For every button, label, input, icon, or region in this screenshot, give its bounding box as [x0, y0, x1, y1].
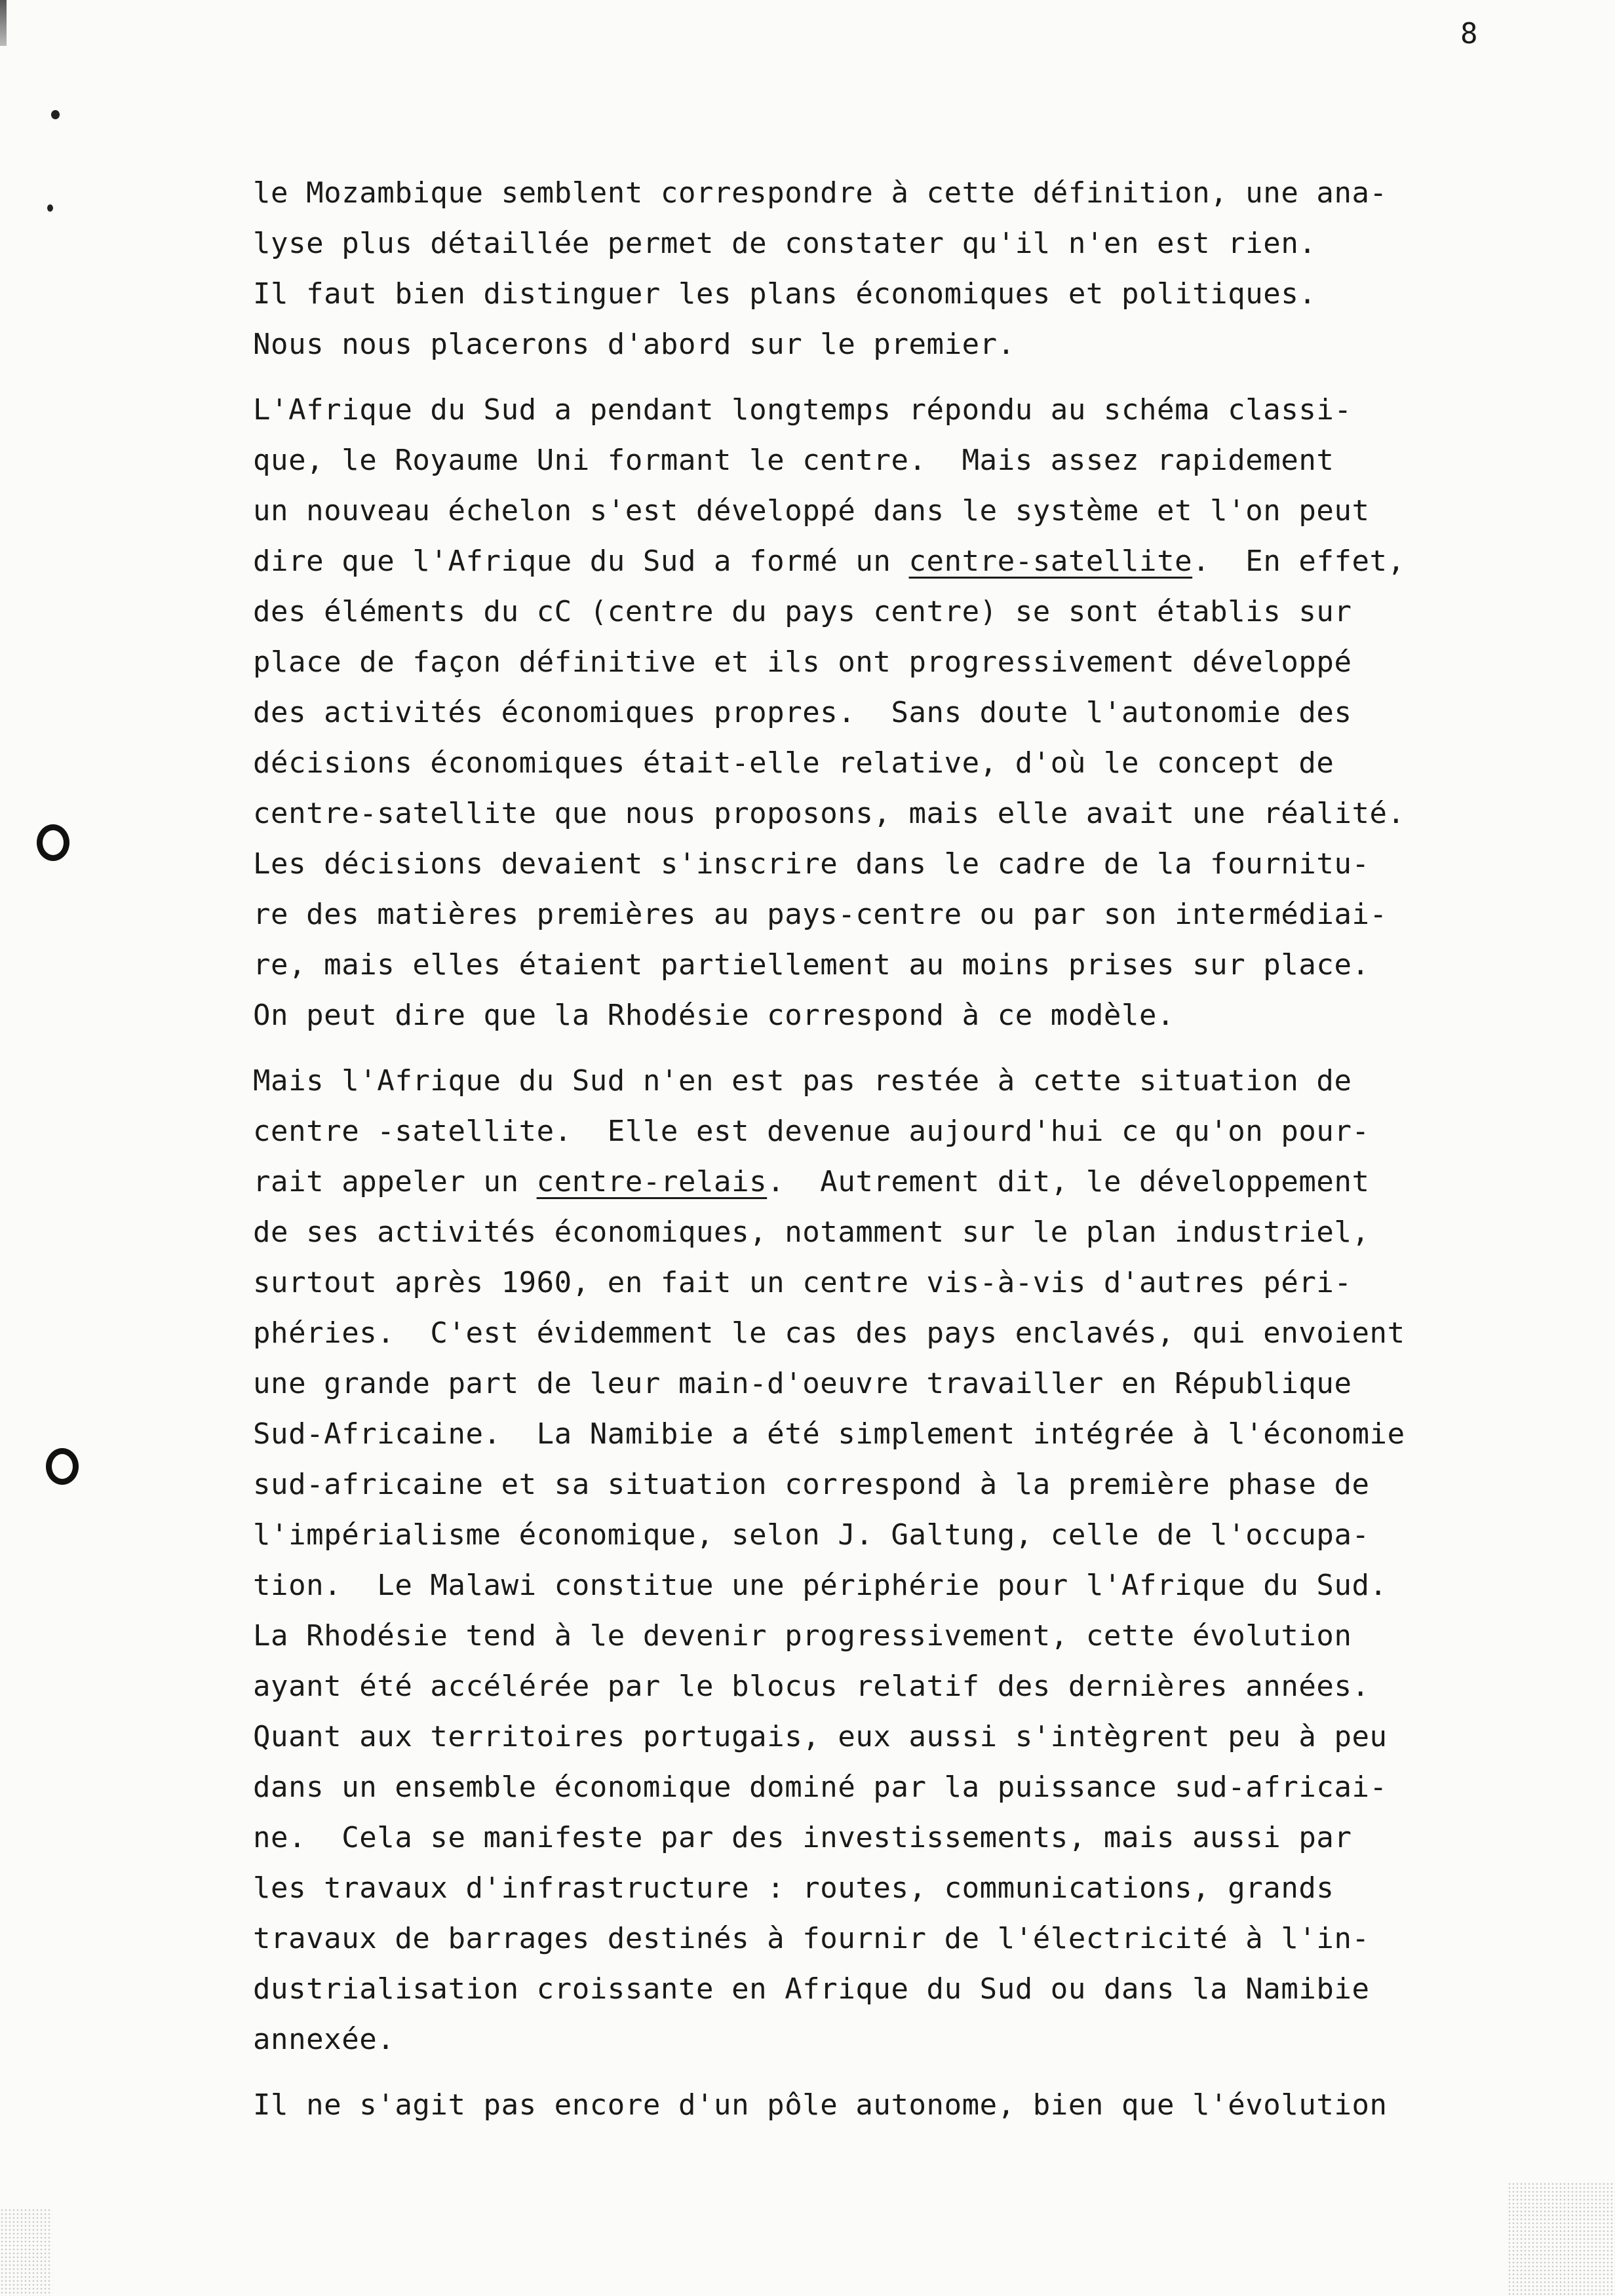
margin-dot [47, 204, 53, 212]
text-line [253, 1409, 1570, 1459]
text-segment: lyse plus détaillée permet de constater qu'il n'en est rien. [253, 227, 1317, 260]
scan-noise [0, 2208, 52, 2296]
paragraph [253, 385, 1570, 1041]
text-segment: rait appeler un [253, 1165, 537, 1198]
text-segment: dans un ensemble économique dominé par la puissance sud-africai- [253, 1770, 1388, 1804]
text-line [253, 1157, 1570, 1207]
text-line [253, 1459, 1570, 1510]
underlined-term: centre-relais [536, 1165, 768, 1198]
text-line [253, 168, 1570, 218]
text-segment: sud-africaine et sa situation correspond à la première phase de [253, 1468, 1370, 1501]
text-segment: Il faut bien distinguer les plans économiques et politiques. [253, 277, 1317, 311]
text-segment: phéries. C'est évidemment le cas des pays enclavés, qui envoient [253, 1316, 1405, 1350]
text-segment: L'Afrique du Sud a pendant longtemps répondu au schéma classi- [253, 393, 1352, 427]
text-line [253, 586, 1570, 637]
text-line [253, 940, 1570, 990]
text-segment: re, mais elles étaient partiellement au moins prises sur place. [253, 948, 1370, 982]
text-segment: re des matières premières au pays-centre ou par son intermédiai- [253, 898, 1388, 931]
text-line [253, 889, 1570, 940]
text-line [253, 1560, 1570, 1611]
binder-hole [46, 1448, 79, 1485]
text-line [253, 1207, 1570, 1257]
text-segment: Mais l'Afrique du Sud n'en est pas restée à cette situation de [253, 1064, 1352, 1098]
text-line [253, 1964, 1570, 2014]
text-line [253, 1812, 1570, 1863]
text-line [253, 1106, 1570, 1157]
text-segment: décisions économiques était-elle relative, d'où le concept de [253, 746, 1334, 780]
text-line [253, 637, 1570, 687]
text-segment: travaux de barrages destinés à fournir de l'électricité à l'in- [253, 1922, 1370, 1955]
text-segment: centre -satellite. Elle est devenue aujourd'hui ce qu'on pour- [253, 1115, 1370, 1148]
text-line [253, 2014, 1570, 2065]
text-line [253, 1913, 1570, 1964]
page-number: 8 [1460, 17, 1479, 50]
text-line [253, 738, 1570, 788]
text-line [253, 1358, 1570, 1409]
text-segment: un nouveau échelon s'est développé dans le système et l'on peut [253, 494, 1370, 527]
text-segment: place de façon définitive et ils ont progressivement développé [253, 645, 1352, 679]
scan-corner-mark [0, 0, 7, 46]
text-line [253, 536, 1570, 586]
text-segment: surtout après 1960, en fait un centre vis-à-vis d'autres péri- [253, 1266, 1352, 1299]
text-line [253, 435, 1570, 486]
margin-dot [51, 110, 60, 119]
paragraph [253, 168, 1570, 370]
text-segment: Il ne s'agit pas encore d'un pôle autonome, bien que l'évolution [253, 2088, 1388, 2122]
text-line [253, 1661, 1570, 1712]
body-text [253, 168, 1570, 2145]
text-line [253, 1611, 1570, 1661]
binder-hole [37, 824, 69, 861]
text-segment: de ses activités économiques, notamment sur le plan industriel, [253, 1215, 1370, 1249]
text-segment: dustrialisation croissante en Afrique du Sud ou dans la Namibie [253, 1972, 1370, 2006]
text-line [253, 788, 1570, 839]
text-line [253, 1863, 1570, 1913]
text-line [253, 1056, 1570, 1106]
text-segment: centre-satellite que nous proposons, mais elle avait une réalité. [253, 797, 1405, 830]
text-segment: Nous nous placerons d'abord sur le premier. [253, 328, 1015, 361]
text-segment: . Autrement dit, le développement [767, 1165, 1370, 1198]
text-line [253, 1762, 1570, 1812]
text-line [253, 486, 1570, 536]
text-line [253, 385, 1570, 435]
text-segment: une grande part de leur main-d'oeuvre travailler en République [253, 1367, 1352, 1400]
text-segment: les travaux d'infrastructure : routes, communications, grands [253, 1871, 1334, 1905]
text-segment: annexée. [253, 2023, 395, 2056]
text-segment: que, le Royaume Uni formant le centre. Mais assez rapidement [253, 444, 1334, 477]
text-segment: On peut dire que la Rhodésie correspond à ce modèle. [253, 999, 1175, 1032]
underlined-term: centre-satellite [908, 545, 1193, 578]
paragraph [253, 2080, 1570, 2130]
text-segment: le Mozambique semblent correspondre à cette définition, une ana- [253, 176, 1388, 210]
text-line [253, 218, 1570, 269]
text-segment: ne. Cela se manifeste par des investissements, mais aussi par [253, 1821, 1352, 1854]
text-segment: ayant été accélérée par le blocus relatif des dernières années. [253, 1670, 1370, 1703]
text-line [253, 839, 1570, 889]
text-segment: La Rhodésie tend à le devenir progressivement, cette évolution [253, 1619, 1352, 1653]
text-line [253, 269, 1570, 319]
text-segment: l'impérialisme économique, selon J. Galtung, celle de l'occupa- [253, 1518, 1370, 1552]
text-segment: Les décisions devaient s'inscrire dans le cadre de la fournitu- [253, 847, 1370, 881]
text-line [253, 1308, 1570, 1358]
text-segment: des activités économiques propres. Sans doute l'autonomie des [253, 696, 1352, 729]
text-segment: tion. Le Malawi constitue une périphérie pour l'Afrique du Sud. [253, 1569, 1388, 1602]
text-line [253, 1510, 1570, 1560]
scan-noise [1508, 2182, 1615, 2296]
text-segment: . En effet, [1192, 545, 1405, 578]
paragraph [253, 1056, 1570, 2065]
text-segment: Sud-Africaine. La Namibie a été simplement intégrée à l'économie [253, 1417, 1405, 1451]
text-segment: Quant aux territoires portugais, eux aussi s'intègrent peu à peu [253, 1720, 1388, 1753]
text-line [253, 2080, 1570, 2130]
text-segment: dire que l'Afrique du Sud a formé un [253, 545, 909, 578]
text-line [253, 687, 1570, 738]
text-line [253, 990, 1570, 1041]
text-line [253, 1712, 1570, 1762]
text-line [253, 319, 1570, 370]
text-line [253, 1257, 1570, 1308]
text-segment: des éléments du cC (centre du pays centre) se sont établis sur [253, 595, 1352, 628]
